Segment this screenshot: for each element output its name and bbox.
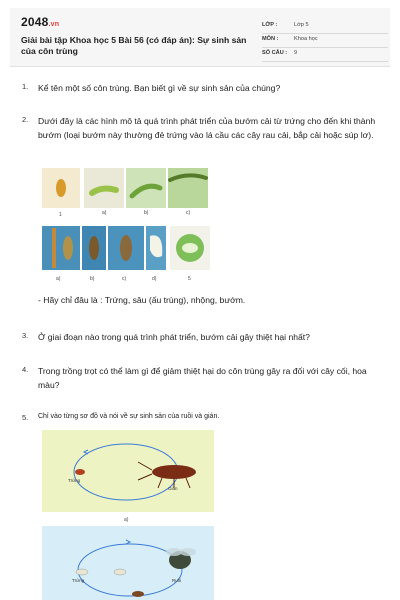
figure-label: c): [122, 276, 127, 282]
question-number: 3.: [22, 331, 29, 340]
figure-label: 1: [59, 212, 62, 218]
fly-pupa-icon: [132, 591, 144, 597]
roach-egg-icon: [75, 469, 85, 475]
page-title: Giải bài tập Khoa học 5 Bài 56 (có đáp án): Sự sinh sản của côn trùng: [21, 35, 247, 56]
cockroach-lifecycle-diagram: [42, 430, 214, 524]
meta-row-grade: [262, 20, 388, 34]
fly-egg-label: Trứng: [72, 578, 85, 583]
figure-label: b): [144, 210, 149, 216]
meta-info: [262, 20, 388, 62]
question-number: 4.: [22, 365, 29, 374]
logo-suffix: .vn: [48, 21, 60, 28]
site-logo[interactable]: [21, 15, 59, 29]
question-text: Chỉ vào từng sơ đồ và nói về sự sinh sản của ruồi và gián.: [38, 413, 220, 420]
question-number: 5.: [22, 413, 29, 422]
question-text: Kể tên một số côn trùng. Bạn biết gì về sự sinh sản của chúng?: [38, 83, 281, 93]
question-number: 1.: [22, 82, 29, 91]
butterfly-stage-images: [42, 168, 212, 218]
figure-label: c): [186, 210, 191, 216]
meta-value: 9: [294, 50, 298, 56]
figure-label: b): [90, 276, 95, 282]
question-number: 2.: [22, 115, 29, 124]
cockroach-icon: [152, 465, 196, 479]
meta-row-subject: [262, 34, 388, 48]
figure-label: a): [56, 276, 61, 282]
fly-larva-icon: [114, 569, 126, 575]
roach-adult-label: Gián: [168, 486, 178, 491]
butterfly-stage-images: [42, 226, 212, 282]
fly-egg-icon: [76, 569, 88, 575]
question-text: Ở giai đoạn nào trong quá trình phát triển, bướm cải gây thiệt hại nhất?: [38, 332, 310, 342]
meta-value: Lớp 5: [294, 22, 309, 28]
roach-egg-label: Trứng: [68, 478, 81, 483]
document-header: [10, 8, 390, 67]
fly-adult-label: Ruồi: [172, 578, 182, 583]
egg-shape: [56, 179, 66, 197]
cockroach-cycle-svg: [42, 430, 214, 524]
meta-row-count: [262, 48, 388, 62]
pupa-photo-a: [42, 226, 80, 270]
meta-key: SỐ CÂU :: [262, 50, 288, 56]
fly-cycle-svg: [42, 526, 214, 600]
fly-lifecycle-diagram: [42, 526, 214, 600]
butterfly-figure-row-2: [42, 226, 212, 282]
question-text: Trong trồng trọt có thể làm gì để giảm thiệt hại do côn trùng gây ra đối với cây cối, hoa màu?: [38, 366, 367, 390]
meta-value: Khoa học: [294, 36, 318, 42]
butterfly-figure-row-1: [42, 168, 212, 218]
meta-key: LỚP :: [262, 22, 278, 28]
figure-label: 5: [188, 276, 191, 282]
figure-label: d): [152, 276, 157, 282]
meta-key: MÔN :: [262, 36, 279, 42]
q2-instruction: - Hãy chỉ đâu là : Trứng, sâu (ấu trùng), nhộng, bướm.: [38, 295, 246, 305]
figure-label: a): [124, 517, 129, 523]
figure-label: a): [102, 210, 107, 216]
question-text: Dưới đây là các hình mô tả quá trình phát triển của bướm cải từ trứng cho đến khi thành bướm (loại bướm này thường đẻ trứng vào lá cầu các cây rau cải, bắp cải hoặc súp lơ).: [38, 116, 376, 140]
logo-main: 2048: [21, 15, 49, 29]
